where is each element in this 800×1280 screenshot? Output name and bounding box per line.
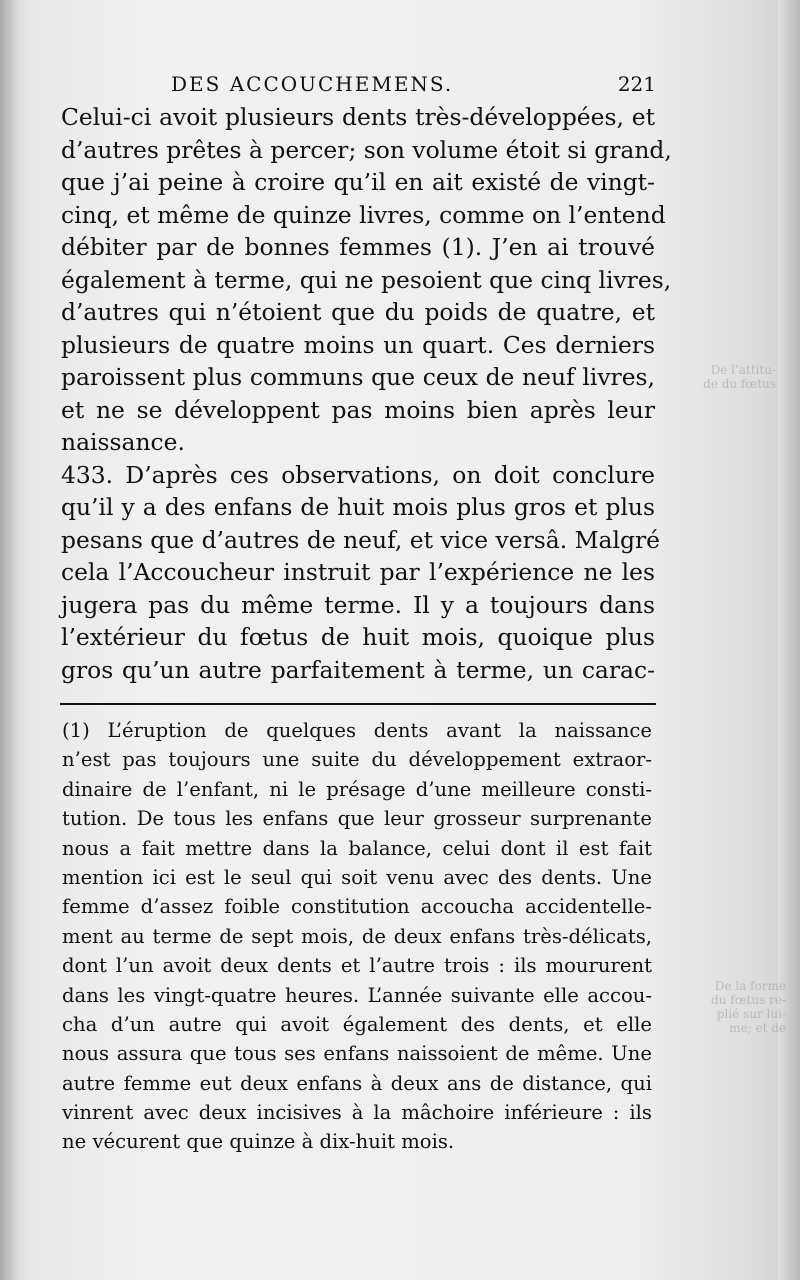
main-text-line: d’autres prêtes à percer; son volume étoit si grand, (61, 135, 672, 164)
footnote-line: femme d’assez foible constitution accoucha accidentelle- (62, 895, 652, 919)
page-number: 221 (617, 72, 656, 96)
footnote-line: nous a fait mettre dans la balance, celui dont il est fait (62, 836, 652, 860)
main-text-line: l’extérieur du fœtus de huit mois, quoique plus (61, 623, 655, 651)
footnote-line: (1) L’éruption de quelques dents avant la naissance (62, 719, 652, 742)
main-text-line: plusieurs de quatre moins un quart. Ces derniers (61, 330, 655, 359)
margin-note: De la forme du fœtus re- plié sur lui- me; et de (711, 979, 786, 1035)
footnote-line: ment au terme de sept mois, de deux enfans très-délicats, (62, 924, 652, 948)
footnote-line: nous assura que tous ses enfans naissoient de même. Une (62, 1042, 652, 1066)
main-text-line: et ne se développent pas moins bien après leur (61, 395, 655, 424)
main-text-line: d’autres qui n’étoient que du poids de quatre, et (61, 298, 655, 326)
footnote (62, 716, 652, 1157)
main-text-line: débiter par de bonnes femmes (1). J’en ai trouvé (61, 233, 655, 261)
right-page-shadow (778, 0, 800, 1280)
main-text-line: Celui-ci avoit plusieurs dents très-développées, et (61, 103, 655, 131)
main-text-line: 433. D’après ces observations, on doit conclure (61, 460, 655, 489)
footnote-line: mention ici est le seul qui soit venu avec des dents. Une (62, 865, 652, 889)
main-text-line: pesans que d’autres de neuf, et vice versâ. Malgré (61, 525, 660, 554)
footnote-line: cha d’un autre qui avoit également des dents, et elle (62, 1012, 652, 1036)
main-text-line: également à terme, qui ne pesoient que cinq livres, (61, 265, 672, 294)
main-text-line: jugera pas du même terme. Il y a toujours dans (61, 590, 655, 619)
main-text-line: naissance. (61, 428, 185, 456)
left-page-shadow (0, 0, 20, 1280)
main-text-line: qu’il y a des enfans de huit mois plus gros et plus (61, 493, 655, 521)
footnote-line: dans les vingt-quatre heures. L’année suivante elle accou- (62, 983, 652, 1007)
footnote-line: n’est pas toujours une suite du développement extraor- (62, 748, 652, 772)
main-text-line: gros qu’un autre parfaitement à terme, un carac- (61, 655, 655, 684)
running-head (171, 72, 656, 102)
running-head-title: DES ACCOUCHEMENS. (171, 72, 454, 96)
main-text-line: cinq, et même de quinze livres, comme on l’entend (61, 200, 666, 229)
footnote-line: autre femme eut deux enfans à deux ans de distance, qui (62, 1071, 652, 1095)
footnote-line: dont l’un avoit deux dents et l’autre trois : ils moururent (62, 954, 652, 978)
footnote-separator-rule (60, 703, 656, 705)
main-text-line: cela l’Accoucheur instruit par l’expérience ne les (61, 558, 655, 586)
main-text (61, 101, 672, 686)
main-text-line: que j’ai peine à croire qu’il en ait existé de vingt- (61, 168, 655, 196)
main-text-line: paroissent plus communs que ceux de neuf livres, (61, 363, 655, 391)
footnote-line: vinrent avec deux incisives à la mâchoire inférieure : ils (62, 1101, 652, 1125)
footnote-line: ne vécurent que quinze à dix-huit mois. (62, 1130, 455, 1154)
footnote-line: tution. De tous les enfans que leur grosseur surprenante (62, 807, 652, 831)
margin-note: De l’attitu- de du fœtus (703, 363, 776, 391)
footnote-line: dinaire de l’enfant, ni le présage d’une meilleure consti- (62, 777, 652, 801)
